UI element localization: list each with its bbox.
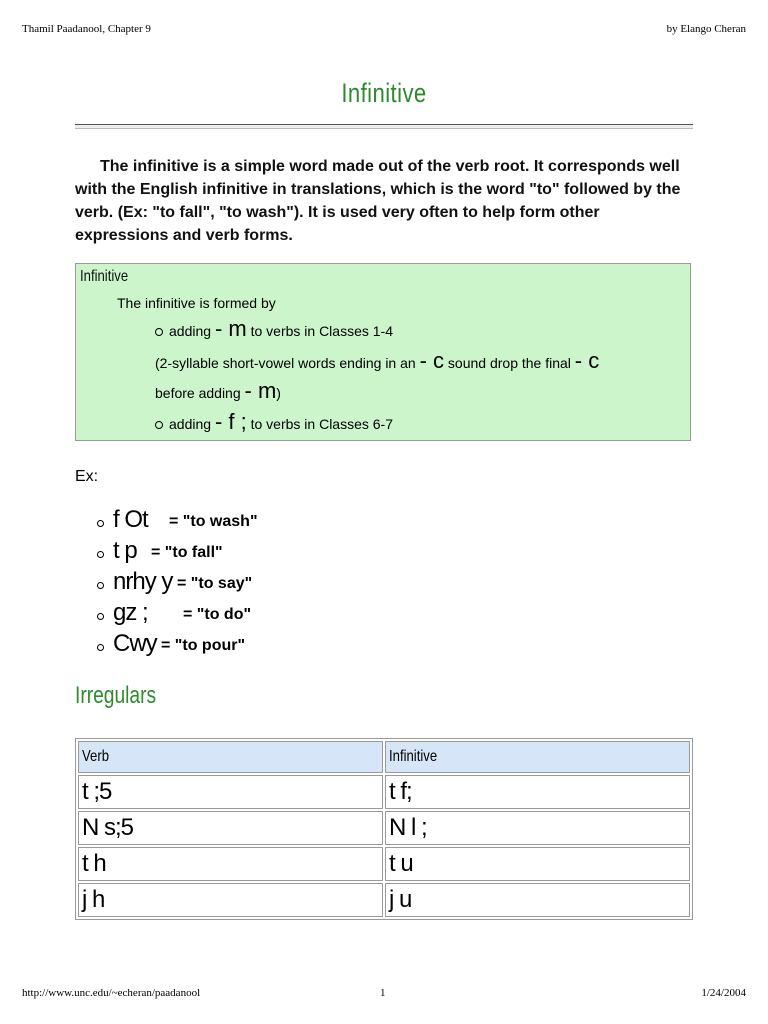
tamil-word: t p	[113, 537, 137, 564]
rule-note: (2-syllable short-vowel words ending in an - c sound drop the final - c	[155, 348, 600, 373]
table-cell: j h	[78, 883, 383, 917]
rule-box-title: Infinitive	[80, 268, 129, 285]
table-cell: t ;5	[78, 775, 383, 809]
footer-url: http://www.unc.edu/~echeran/paadanool	[22, 987, 201, 999]
rule-item: adding - m to verbs in Classes 1-4	[155, 316, 393, 342]
bullet-icon	[155, 421, 163, 429]
bullet-icon	[97, 644, 104, 651]
table-cell: N l ;	[385, 811, 690, 845]
table-row	[78, 883, 690, 917]
table-cell: t u	[385, 847, 690, 881]
title-divider	[75, 124, 693, 129]
table-cell: j u	[385, 883, 690, 917]
bullet-icon	[97, 551, 104, 558]
gloss: = "to fall"	[151, 544, 223, 561]
rule-item: adding - f ; to verbs in Classes 6-7	[155, 409, 393, 435]
bullet-icon	[97, 582, 104, 589]
irregulars-heading: Irregulars	[75, 682, 157, 709]
rule-box-lead: The infinitive is formed by	[117, 295, 276, 311]
bullet-icon	[155, 328, 163, 336]
bullet-icon	[97, 520, 104, 527]
footer-date: 1/24/2004	[701, 987, 746, 999]
examples-label: Ex:	[75, 468, 99, 485]
bullet-icon	[97, 613, 104, 620]
table-row	[78, 811, 690, 845]
tamil-word: gz ;	[113, 599, 148, 626]
table-cell: t f;	[385, 775, 690, 809]
header-author: by Elango Cheran	[666, 23, 746, 35]
gloss: = "to say"	[177, 575, 253, 592]
intro-paragraph	[75, 155, 695, 247]
table-row	[78, 775, 690, 809]
gloss: = "to pour"	[161, 637, 246, 654]
header-chapter: Thamil Paadanool, Chapter 9	[22, 23, 151, 35]
footer-page-number: 1	[380, 987, 386, 999]
gloss: = "to do"	[183, 606, 252, 623]
page-title: Infinitive	[341, 78, 427, 108]
gloss: = "to wash"	[169, 513, 258, 530]
tamil-word: Cwy	[113, 630, 157, 657]
column-header: Infinitive	[385, 741, 690, 773]
rule-note-2: before adding - m)	[155, 378, 281, 403]
table-row	[78, 847, 690, 881]
irregulars-table	[75, 738, 693, 920]
table-cell: t h	[78, 847, 383, 881]
table-header-row	[78, 741, 690, 773]
table-cell: N s;5	[78, 811, 383, 845]
infinitive-rule-box	[75, 263, 691, 441]
tamil-word: f Ot	[113, 506, 148, 533]
column-header: Verb	[78, 741, 383, 773]
intro-text: The infinitive is a simple word made out of the verb root. It corresponds well with the English infinitive in translations, which is the word "to" followed by the verb. (Ex: "to fall", "to wash"). It is used very often to help form other expressions and verb forms.	[75, 158, 681, 244]
tamil-word: nrhy y	[113, 568, 173, 595]
